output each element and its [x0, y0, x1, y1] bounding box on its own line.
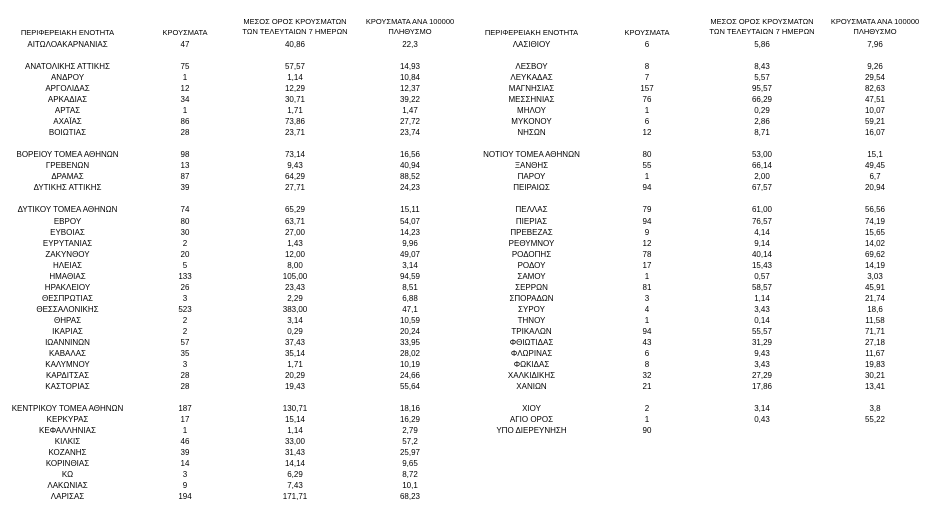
right-row-cases: 1 — [644, 415, 650, 424]
left-row-cases: 523 — [178, 304, 192, 314]
left-row-per100k: 8,51 — [402, 282, 418, 292]
left-row-cases: 20 — [180, 249, 190, 259]
left-row-region: ΑΡΤΑΣ — [54, 106, 81, 116]
right-row-per100k: 7,96 — [867, 40, 883, 49]
left-row-avg: 1,43 — [287, 238, 303, 248]
left-row-region: ΚΑΣΤΟΡΙΑΣ — [45, 381, 90, 391]
left-row-region: ΕΥΡΥΤΑΝΙΑΣ — [42, 238, 93, 248]
left-row-per100k: 12,37 — [399, 84, 421, 94]
left-row-cases: 74 — [180, 205, 190, 215]
left-row-region: ΙΚΑΡΙΑΣ — [52, 326, 83, 336]
left-row-region: ΚΟΡΙΝΘΙΑΣ — [45, 459, 90, 469]
left-row-cases: 39 — [180, 183, 190, 193]
left-row-avg: 33,00 — [284, 437, 306, 447]
left-row-per100k: 14,93 — [399, 62, 421, 72]
right-row-per100k: 82,63 — [864, 84, 886, 94]
right-row-per100k: 6,7 — [869, 172, 881, 182]
right-row-region: ΠΙΕΡΙΑΣ — [515, 216, 548, 226]
right-row-cases: 2 — [644, 404, 650, 413]
right-row-region: ΥΠΟ ΔΙΕΡΕΥΝΗΣΗ — [496, 426, 567, 435]
left-row-region: ΘΕΣΠΡΩΤΙΑΣ — [42, 293, 93, 303]
left-row-avg: 1,14 — [287, 426, 303, 435]
left-row-per100k: 27,72 — [399, 117, 421, 127]
right-row-per100k: 19,83 — [864, 359, 886, 369]
right-header-per100k-line2: ΠΛΗΘΥΣΜΟ — [853, 27, 897, 36]
left-row-region: ΛΑΚΩΝΙΑΣ — [47, 481, 88, 491]
left-row-per100k: 1,47 — [402, 106, 418, 116]
left-header-per100k — [360, 17, 460, 37]
right-row-avg: 4,14 — [754, 227, 770, 237]
right-row-region: ΜΥΚΟΝΟΥ — [511, 117, 552, 127]
left-row-per100k: 23,74 — [399, 128, 421, 138]
left-row-cases: 1 — [182, 73, 188, 83]
left-row-avg: 171,71 — [282, 492, 308, 502]
right-row-per100k: 11,58 — [865, 315, 885, 325]
left-row-per100k: 25,97 — [399, 448, 421, 458]
right-row-region: ΣΕΡΡΩΝ — [515, 282, 548, 292]
right-row-cases: 80 — [642, 150, 652, 160]
right-row-per100k: 69,62 — [864, 249, 886, 259]
right-row-per100k: 21,74 — [864, 293, 886, 303]
left-row-cases: 28 — [180, 381, 190, 391]
left-row-region: ΒΟΡΕΙΟΥ ΤΟΜΕΑ ΑΘΗΝΩΝ — [16, 150, 119, 160]
left-header-region: ΠΕΡΙΦΕΡΕΙΑΚΗ ΕΝΟΤΗΤΑ — [20, 28, 115, 37]
right-header-per100k-line1: ΚΡΟΥΣΜΑΤΑ ΑΝΑ 100000 — [830, 17, 920, 26]
left-row-per100k: 3,14 — [402, 260, 418, 270]
left-row-cases: 2 — [182, 326, 188, 336]
left-row-cases: 34 — [180, 95, 190, 105]
right-row-cases: 32 — [642, 370, 652, 380]
right-row-region: ΣΑΜΟΥ — [517, 271, 546, 281]
right-header-per100k — [825, 17, 925, 37]
left-row-cases: 75 — [180, 62, 190, 72]
left-row-per100k: 16,29 — [399, 415, 421, 424]
right-row-cases: 76 — [642, 95, 652, 105]
left-row-per100k: 9,96 — [402, 238, 418, 248]
right-row-per100k: 3,8 — [869, 404, 881, 413]
right-row-region: ΑΓΙΟ ΟΡΟΣ — [509, 415, 554, 424]
right-row-cases: 12 — [642, 238, 652, 248]
right-row-avg: 40,14 — [751, 249, 773, 259]
right-row-avg: 76,57 — [751, 216, 773, 226]
right-row-cases: 7 — [644, 73, 650, 83]
right-row-cases: 6 — [644, 40, 650, 49]
left-row-avg: 7,43 — [287, 481, 303, 491]
left-row-avg: 12,29 — [284, 84, 306, 94]
left-row-avg: 1,14 — [287, 73, 303, 83]
left-row-region: ΗΛΕΙΑΣ — [53, 260, 82, 270]
right-row-cases: 4 — [644, 304, 650, 314]
left-row-per100k: 28,02 — [399, 348, 421, 358]
left-row-avg: 30,71 — [284, 95, 306, 105]
left-row-cases: 1 — [182, 426, 188, 435]
right-row-cases: 1 — [644, 106, 650, 116]
left-row-cases: 86 — [180, 117, 190, 127]
left-row-per100k: 57,2 — [402, 437, 418, 447]
right-row-per100k: 15,65 — [864, 227, 886, 237]
left-row-avg: 37,43 — [284, 337, 306, 347]
right-row-cases: 6 — [644, 117, 650, 127]
right-row-avg: 66,29 — [751, 95, 773, 105]
left-row-avg: 19,43 — [284, 381, 306, 391]
right-row-avg: 0,57 — [754, 271, 770, 281]
left-row-avg: 8,00 — [287, 260, 303, 270]
left-row-region: ΒΟΙΩΤΙΑΣ — [48, 128, 87, 138]
left-row-region: ΔΥΤΙΚΗΣ ΑΤΤΙΚΗΣ — [33, 183, 102, 193]
left-row-cases: 17 — [180, 415, 190, 424]
right-row-per100k: 13,41 — [864, 381, 886, 391]
right-row-cases: 8 — [644, 62, 650, 72]
right-header-avg-line1: ΜΕΣΟΣ ΟΡΟΣ ΚΡΟΥΣΜΑΤΩΝ — [710, 17, 814, 26]
right-row-cases: 3 — [644, 293, 650, 303]
right-row-avg: 55,57 — [751, 326, 773, 336]
right-row-per100k: 10,07 — [864, 106, 886, 116]
left-row-avg: 23,71 — [284, 128, 306, 138]
right-row-per100k: 56,56 — [864, 205, 886, 215]
right-row-per100k: 49,45 — [864, 161, 886, 171]
left-row-region: ΚΑΛΥΜΝΟΥ — [45, 359, 90, 369]
left-row-avg: 2,29 — [287, 293, 303, 303]
left-row-avg: 14,14 — [284, 459, 306, 469]
left-row-per100k: 22,3 — [402, 40, 418, 49]
left-row-region: ΕΥΒΟΙΑΣ — [50, 227, 85, 237]
right-row-region: ΛΕΣΒΟΥ — [515, 62, 548, 72]
left-row-per100k: 15,11 — [400, 205, 420, 215]
right-row-avg: 58,57 — [751, 282, 773, 292]
left-row-avg: 3,14 — [287, 315, 303, 325]
right-row-per100k: 11,67 — [865, 348, 885, 358]
right-row-region: ΠΕΛΛΑΣ — [515, 205, 548, 215]
left-row-cases: 194 — [178, 492, 192, 502]
left-row-per100k: 40,94 — [399, 161, 421, 171]
right-row-cases: 1 — [644, 172, 650, 182]
left-row-region: ΗΜΑΘΙΑΣ — [49, 271, 86, 281]
right-row-region: ΡΕΘΥΜΝΟΥ — [508, 238, 555, 248]
left-row-region: ΚΟΖΑΝΗΣ — [48, 448, 87, 458]
left-row-avg: 57,57 — [284, 62, 306, 72]
left-row-region: ΑΧΑΪΑΣ — [53, 117, 82, 127]
left-row-avg: 20,29 — [284, 370, 306, 380]
left-row-region: ΑΡΚΑΔΙΑΣ — [47, 95, 88, 105]
right-row-cases: 1 — [644, 315, 650, 325]
right-row-avg: 53,00 — [751, 150, 773, 160]
right-row-avg: 2,00 — [754, 172, 770, 182]
right-row-avg: 8,43 — [754, 62, 770, 72]
left-row-cases: 30 — [180, 227, 190, 237]
left-row-avg: 6,29 — [287, 470, 303, 480]
left-row-per100k: 47,1 — [402, 304, 418, 314]
left-row-avg: 1,71 — [287, 106, 303, 116]
right-header-cases: ΚΡΟΥΣΜΑΤΑ — [624, 28, 670, 37]
left-row-avg: 383,00 — [282, 304, 308, 314]
right-row-cases: 43 — [642, 337, 652, 347]
right-row-cases: 79 — [642, 205, 652, 215]
left-row-per100k: 94,59 — [399, 271, 421, 281]
left-row-avg: 9,43 — [287, 161, 303, 171]
right-row-per100k: 15,1 — [867, 150, 883, 160]
left-row-cases: 57 — [180, 337, 190, 347]
left-row-cases: 98 — [180, 150, 190, 160]
right-header-region: ΠΕΡΙΦΕΡΕΙΑΚΗ ΕΝΟΤΗΤΑ — [484, 28, 579, 37]
right-row-cases: 157 — [640, 84, 654, 94]
left-row-region: ΕΒΡΟΥ — [53, 216, 82, 226]
left-row-cases: 12 — [180, 84, 190, 94]
right-row-avg: 0,14 — [754, 315, 770, 325]
right-row-region: ΡΟΔΟΠΗΣ — [511, 249, 552, 259]
left-row-cases: 39 — [180, 448, 190, 458]
left-row-avg: 65,29 — [284, 205, 306, 215]
left-row-cases: 80 — [180, 216, 190, 226]
left-row-avg: 0,29 — [287, 326, 303, 336]
right-row-per100k: 55,22 — [864, 415, 886, 424]
left-row-per100k: 2,79 — [402, 426, 418, 435]
left-row-cases: 2 — [182, 315, 188, 325]
right-row-cases: 9 — [644, 227, 650, 237]
left-header-per100k-line1: ΚΡΟΥΣΜΑΤΑ ΑΝΑ 100000 — [365, 17, 455, 26]
left-row-region: ΚΑΒΑΛΑΣ — [49, 348, 86, 358]
left-row-per100k: 39,22 — [399, 95, 421, 105]
right-row-region: ΦΘΙΩΤΙΔΑΣ — [509, 337, 554, 347]
left-row-per100k: 18,16 — [399, 404, 421, 413]
left-row-per100k: 54,07 — [399, 216, 421, 226]
left-row-region: ΓΡΕΒΕΝΩΝ — [45, 161, 90, 171]
left-row-avg: 73,14 — [284, 150, 306, 160]
left-row-per100k: 68,23 — [399, 492, 421, 502]
left-row-region: ΚΩ — [61, 470, 74, 480]
left-header-avg-line2: ΤΩΝ ΤΕΛΕΥΤΑΙΩΝ 7 ΗΜΕΡΩΝ — [242, 27, 348, 36]
right-row-per100k: 74,19 — [864, 216, 886, 226]
left-row-per100k: 10,19 — [399, 359, 421, 369]
right-row-avg: 3,43 — [754, 304, 770, 314]
left-row-per100k: 20,24 — [399, 326, 421, 336]
right-row-per100k: 45,91 — [864, 282, 886, 292]
left-row-avg: 23,43 — [284, 282, 306, 292]
left-row-cases: 1 — [182, 106, 188, 116]
right-row-avg: 5,57 — [754, 73, 770, 83]
right-row-region: ΣΠΟΡΑΔΩΝ — [509, 293, 554, 303]
right-row-cases: 78 — [642, 249, 652, 259]
right-row-per100k: 20,94 — [864, 183, 886, 193]
left-row-region: ΘΕΣΣΑΛΟΝΙΚΗΣ — [36, 304, 99, 314]
right-row-region: ΣΥΡΟΥ — [518, 304, 545, 314]
left-row-cases: 13 — [180, 161, 190, 171]
right-row-avg: 66,14 — [751, 161, 773, 171]
left-row-per100k: 33,95 — [399, 337, 421, 347]
right-row-avg: 1,14 — [754, 293, 770, 303]
right-row-cases: 81 — [642, 282, 652, 292]
right-row-cases: 12 — [642, 128, 652, 138]
right-row-region: ΛΑΣΙΘΙΟΥ — [512, 40, 551, 49]
right-row-region: ΜΕΣΣΗΝΙΑΣ — [508, 95, 555, 105]
left-row-avg: 27,00 — [284, 227, 306, 237]
right-header-avg-line2: ΤΩΝ ΤΕΛΕΥΤΑΙΩΝ 7 ΗΜΕΡΩΝ — [709, 27, 815, 36]
right-row-avg: 2,86 — [754, 117, 770, 127]
left-row-region: ΑΡΓΟΛΙΔΑΣ — [45, 84, 90, 94]
right-row-avg: 67,57 — [751, 183, 773, 193]
right-row-cases: 21 — [642, 381, 652, 391]
right-row-region: ΠΡΕΒΕΖΑΣ — [510, 227, 553, 237]
left-row-per100k: 49,07 — [399, 249, 421, 259]
right-header-avg — [702, 17, 822, 37]
right-row-avg: 0,29 — [754, 106, 770, 116]
right-row-avg: 17,86 — [751, 381, 773, 391]
left-row-region: ΑΝΔΡΟΥ — [50, 73, 85, 83]
right-row-region: ΠΕΙΡΑΙΩΣ — [513, 183, 550, 193]
right-row-region: ΝΟΤΙΟΥ ΤΟΜΕΑ ΑΘΗΝΩΝ — [483, 150, 580, 160]
left-row-per100k: 55,64 — [399, 381, 421, 391]
right-row-per100k: 47,51 — [864, 95, 886, 105]
left-row-cases: 47 — [180, 40, 190, 49]
left-row-per100k: 24,66 — [399, 370, 421, 380]
left-row-region: ΔΥΤΙΚΟΥ ΤΟΜΕΑ ΑΘΗΝΩΝ — [17, 205, 118, 215]
right-row-avg: 5,86 — [754, 40, 770, 49]
right-row-region: ΛΕΥΚΑΔΑΣ — [510, 73, 553, 83]
left-row-per100k: 9,65 — [402, 459, 418, 469]
right-row-region: ΠΑΡΟΥ — [517, 172, 546, 182]
left-row-cases: 2 — [182, 238, 188, 248]
right-row-cases: 8 — [644, 359, 650, 369]
left-row-per100k: 10,84 — [399, 73, 421, 83]
left-row-cases: 14 — [180, 459, 190, 469]
left-row-region: ΙΩΑΝΝΙΝΩΝ — [45, 337, 90, 347]
right-row-region: ΧΙΟΥ — [522, 404, 541, 413]
left-header-cases: ΚΡΟΥΣΜΑΤΑ — [162, 28, 208, 37]
right-row-per100k — [825, 425, 925, 436]
left-row-avg: 130,71 — [282, 404, 308, 413]
right-row-avg: 9,43 — [754, 348, 770, 358]
right-row-region: ΜΗΛΟΥ — [517, 106, 546, 116]
left-row-avg: 15,14 — [284, 415, 306, 424]
right-row-per100k: 16,07 — [864, 128, 886, 138]
left-row-cases: 28 — [180, 128, 190, 138]
left-row-per100k: 16,56 — [399, 150, 421, 160]
right-row-avg: 9,14 — [754, 238, 770, 248]
right-row-avg: 27,29 — [751, 370, 773, 380]
right-row-cases: 90 — [642, 426, 652, 435]
left-row-region: ΚΙΛΚΙΣ — [54, 437, 81, 447]
right-row-region: ΜΑΓΝΗΣΙΑΣ — [508, 84, 555, 94]
left-row-cases: 133 — [178, 271, 192, 281]
left-row-per100k: 88,52 — [399, 172, 421, 182]
right-row-region: ΧΑΛΚΙΔΙΚΗΣ — [507, 370, 556, 380]
right-row-avg: 31,29 — [751, 337, 773, 347]
left-row-avg: 73,86 — [284, 117, 306, 127]
right-row-per100k: 3,03 — [867, 271, 883, 281]
right-row-per100k: 14,19 — [864, 260, 886, 270]
left-row-avg: 63,71 — [284, 216, 306, 226]
left-row-cases: 9 — [182, 481, 188, 491]
left-row-avg: 35,14 — [284, 348, 306, 358]
right-row-region: ΤΗΝΟΥ — [517, 315, 546, 325]
left-header-avg-line1: ΜΕΣΟΣ ΟΡΟΣ ΚΡΟΥΣΜΑΤΩΝ — [243, 17, 347, 26]
right-row-per100k: 29,54 — [864, 73, 886, 83]
right-row-avg: 3,43 — [754, 359, 770, 369]
left-row-region: ΔΡΑΜΑΣ — [51, 172, 84, 182]
left-row-cases: 3 — [182, 293, 188, 303]
right-row-avg: 61,00 — [751, 205, 773, 215]
left-row-per100k: 10,1 — [402, 481, 418, 491]
left-row-region: ΖΑΚΥΝΘΟΥ — [45, 249, 90, 259]
left-row-per100k: 24,23 — [399, 183, 421, 193]
left-row-avg: 105,00 — [282, 271, 308, 281]
left-row-per100k: 14,23 — [399, 227, 421, 237]
left-row-per100k: 10,59 — [399, 315, 421, 325]
left-row-region: ΘΗΡΑΣ — [53, 315, 82, 325]
left-row-cases: 26 — [180, 282, 190, 292]
left-row-region: ΑΝΑΤΟΛΙΚΗΣ ΑΤΤΙΚΗΣ — [25, 62, 110, 72]
right-row-avg: 3,14 — [754, 404, 770, 413]
right-row-region: ΡΟΔΟΥ — [517, 260, 546, 270]
left-row-cases: 35 — [180, 348, 190, 358]
left-row-cases: 187 — [178, 404, 192, 413]
left-row-cases: 3 — [182, 359, 188, 369]
left-row-per100k: 8,72 — [402, 470, 418, 480]
right-row-per100k: 71,71 — [864, 326, 886, 336]
right-row-region: ΧΑΝΙΩΝ — [516, 381, 547, 391]
right-row-avg: 15,43 — [751, 260, 773, 270]
right-row-cases: 94 — [642, 326, 652, 336]
left-row-cases: 46 — [180, 437, 190, 447]
right-row-avg: 0,43 — [754, 415, 770, 424]
right-row-cases: 17 — [642, 260, 652, 270]
left-row-region: ΗΡΑΚΛΕΙΟΥ — [44, 282, 91, 292]
right-row-avg: 8,71 — [754, 128, 770, 138]
right-row-per100k: 27,18 — [864, 337, 886, 347]
right-row-region: ΦΩΚΙΔΑΣ — [513, 359, 550, 369]
left-header-per100k-line2: ΠΛΗΘΥΣΜΟ — [388, 27, 432, 36]
right-row-cases: 1 — [644, 271, 650, 281]
right-row-region: ΦΛΩΡΙΝΑΣ — [510, 348, 553, 358]
right-row-per100k: 14,02 — [864, 238, 886, 248]
right-row-per100k: 30,21 — [864, 370, 886, 380]
right-row-cases: 6 — [644, 348, 650, 358]
left-row-avg: 64,29 — [284, 172, 306, 182]
left-row-cases: 87 — [180, 172, 190, 182]
left-row-avg: 31,43 — [284, 448, 306, 458]
right-row-avg — [702, 425, 822, 436]
right-row-per100k: 59,21 — [864, 117, 886, 127]
left-row-region: ΚΑΡΔΙΤΣΑΣ — [45, 370, 90, 380]
left-row-avg: 12,00 — [284, 249, 306, 259]
right-row-region: ΤΡΙΚΑΛΩΝ — [511, 326, 552, 336]
right-row-region: ΞΑΝΘΗΣ — [514, 161, 549, 171]
left-row-region: ΑΙΤΩΛΟΑΚΑΡΝΑΝΙΑΣ — [27, 40, 108, 49]
left-row-region: ΚΕΦΑΛΛΗΝΙΑΣ — [39, 426, 96, 435]
left-row-cases: 28 — [180, 370, 190, 380]
left-row-avg: 1,71 — [287, 359, 303, 369]
left-row-avg: 40,86 — [284, 40, 306, 49]
right-row-per100k: 18,6 — [867, 304, 883, 314]
right-row-avg: 95,57 — [751, 84, 773, 94]
right-row-cases: 94 — [642, 183, 652, 193]
right-row-per100k: 9,26 — [867, 62, 883, 72]
right-row-cases: 94 — [642, 216, 652, 226]
left-row-cases: 3 — [182, 470, 188, 480]
left-row-region: ΚΕΡΚΥΡΑΣ — [46, 415, 89, 424]
left-row-avg: 27,71 — [284, 183, 306, 193]
right-row-region: ΝΗΣΩΝ — [517, 128, 546, 138]
left-row-cases: 5 — [182, 260, 188, 270]
left-header-avg — [235, 17, 355, 37]
right-row-cases: 55 — [642, 161, 652, 171]
left-row-region: ΚΕΝΤΡΙΚΟΥ ΤΟΜΕΑ ΑΘΗΝΩΝ — [11, 404, 124, 413]
left-row-region: ΛΑΡΙΣΑΣ — [50, 492, 85, 502]
left-row-per100k: 6,88 — [402, 293, 418, 303]
